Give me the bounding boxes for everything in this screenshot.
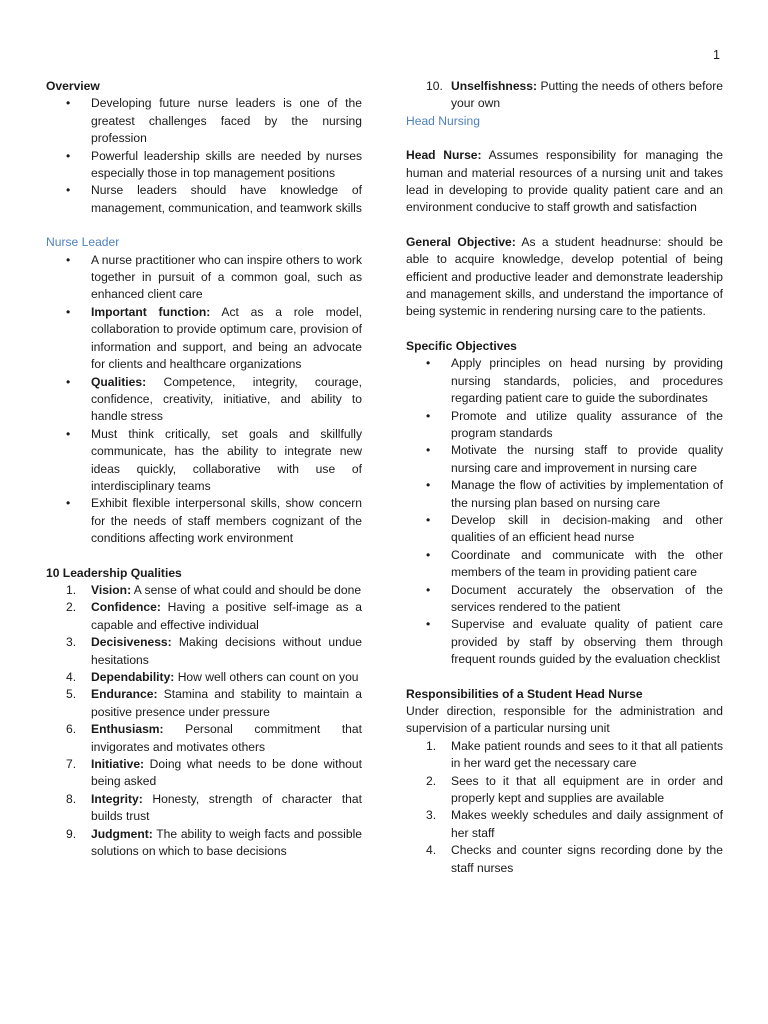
bullet-icon: • <box>66 96 71 111</box>
left-column <box>46 78 362 860</box>
bullet-icon: • <box>426 512 431 527</box>
overview-heading: Overview <box>46 79 100 93</box>
list-item: 5. Endurance: Stamina and stability to maintain a positive presence under pressure <box>66 687 362 719</box>
list-item: • Must think critically, set goals and skillfully communicate, has the ability to integrate new ideas quickly, collaborative with use of interdisciplinary teams <box>66 426 362 493</box>
list-item: 3. Makes weekly schedules and daily assignment of her staff <box>426 808 723 840</box>
specific-objectives-heading: Specific Objectives <box>406 338 517 353</box>
list-item: • Important function: Act as a role model, collaboration to provide optimum care, provision of information and support, and being an advocate for clients and healthcare organizations <box>66 304 362 372</box>
specific-objectives-list <box>406 355 723 668</box>
list-item: 1. Make patient rounds and sees to it that all patients in her ward get the necessary care <box>426 738 723 771</box>
bullet-icon: • <box>426 547 431 562</box>
list-item: • Apply principles on head nursing by providing nursing standards, policies, and procedures regarding patient care to guide the subordinates <box>426 356 723 406</box>
leadership-qualities-list-continued <box>406 78 723 113</box>
list-item: • Document accurately the observation of the services rendered to the patient <box>426 582 723 614</box>
leadership-qualities-list <box>46 582 362 861</box>
bullet-icon: • <box>66 426 71 441</box>
list-item: 8. Integrity: Honesty, strength of character that builds trust <box>66 791 362 824</box>
list-item: 2. Sees to it that all equipment are in order and properly kept and supplies are available <box>426 773 723 806</box>
overview-list <box>46 95 362 217</box>
list-item: • Coordinate and communicate with the other members of the team in providing patient care <box>426 547 723 580</box>
bullet-icon: • <box>426 356 431 371</box>
bullet-icon: • <box>426 582 431 597</box>
bullet-icon: • <box>66 148 71 163</box>
list-item: • A nurse practitioner who can inspire others to work together in pursuit of a common goal, such as enhanced client care <box>66 252 362 302</box>
list-item: 10. Unselfishness: Putting the needs of others before your own <box>426 79 723 111</box>
list-item: 9. Judgment: The ability to weigh facts and possible solutions on which to base decisions <box>66 826 362 859</box>
responsibilities-heading: Responsibilities of a Student Head Nurse <box>406 686 643 701</box>
list-item: 7. Initiative: Doing what needs to be done without being asked <box>66 757 362 789</box>
page-number: 1 <box>713 48 720 62</box>
list-item: 6. Enthusiasm: Personal commitment that invigorates and motivates others <box>66 722 362 754</box>
list-item: 4. Dependability: How well others can count on you <box>66 670 359 684</box>
bullet-icon: • <box>426 617 431 632</box>
bullet-icon: • <box>426 478 431 493</box>
list-item: • Powerful leadership skills are needed by nurses especially those in top management positions <box>66 148 362 181</box>
list-item: • Manage the flow of activities by implementation of the nursing plan based on nursing care <box>426 478 723 510</box>
bullet-icon: • <box>66 304 71 319</box>
list-item: • Develop skill in decision-making and other qualities of an efficient head nurse <box>426 512 723 545</box>
responsibilities-intro: Under direction, responsible for the administration and supervision of a particular nursing unit <box>406 704 723 736</box>
list-item: • Supervise and evaluate quality of patient care provided by staff by observing them through frequent rounds guided by the evaluation checklist <box>426 617 723 667</box>
list-item: • Qualities: Competence, integrity, courage, confidence, creativity, initiative, and ability to handle stress <box>66 374 362 424</box>
bullet-icon: • <box>66 374 71 389</box>
right-column <box>406 78 723 877</box>
nurse-leader-heading: Nurse Leader <box>46 235 120 250</box>
bullet-icon: • <box>426 443 431 458</box>
general-objective: General Objective: As a student headnurse: should be able to acquire knowledge, develop potential of being efficient and productive leader and demonstrate leadership and management skills, and understand the importance of being systemic in rendering nursing care to the patients. <box>406 234 724 319</box>
bullet-icon: • <box>66 183 71 198</box>
list-item: • Nurse leaders should have knowledge of management, communication, and teamwork skills <box>66 183 362 215</box>
leadership-qualities-heading: 10 Leadership Qualities <box>46 565 182 580</box>
head-nursing-heading: Head Nursing <box>406 113 480 128</box>
bullet-icon: • <box>426 408 431 423</box>
bullet-icon: • <box>66 252 71 267</box>
list-item: • Exhibit flexible interpersonal skills, show concern for the needs of staff members cognizant of the conditions affecting work environment <box>66 496 362 546</box>
responsibilities-list <box>406 738 723 877</box>
list-item: 2. Confidence: Having a positive self-image as a capable and effective individual <box>66 600 362 632</box>
nurse-leader-list <box>46 252 362 548</box>
list-item: • Motivate the nursing staff to provide quality nursing care and improvement in nursing care <box>426 443 723 475</box>
head-nurse-definition: Head Nurse: Assumes responsibility for managing the human and material resources of a nursing unit and takes lead in developing to provide quality patient care and an environment conducive to staff growth and satisfaction <box>406 148 723 215</box>
list-item: 3. Decisiveness: Making decisions without undue hesitations <box>66 635 362 667</box>
list-item: • Promote and utilize quality assurance of the program standards <box>426 408 723 440</box>
list-item: 1. Vision: A sense of what could and should be done <box>66 582 362 597</box>
list-item: 4. Checks and counter signs recording done by the staff nurses <box>426 843 723 875</box>
bullet-icon: • <box>66 496 71 511</box>
list-item: • Developing future nurse leaders is one of the greatest challenges faced by the nursing profession <box>66 96 362 146</box>
